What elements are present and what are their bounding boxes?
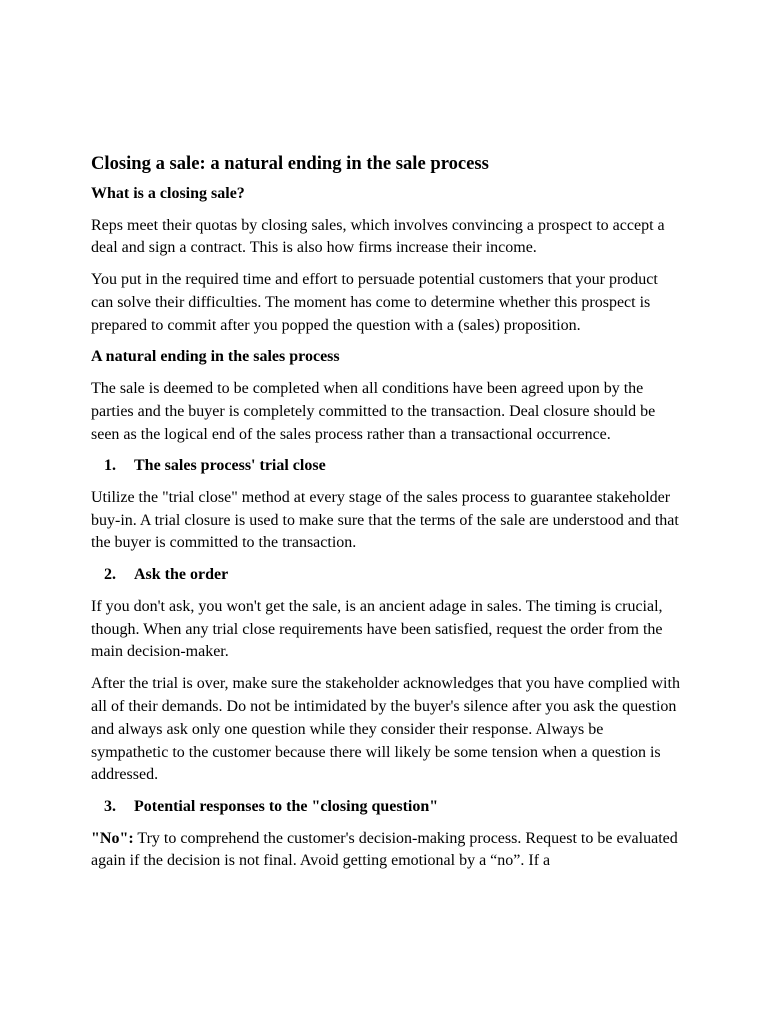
paragraph-effort: You put in the required time and effort to persuade potential customers that your product can solve their difficulties. The moment has come to determine whether this prospect is prepared to commit after you popped the question with a (sales) proposition.	[91, 271, 658, 334]
document-body	[91, 150, 681, 882]
numbered-heading-text: The sales process' trial close	[134, 457, 326, 475]
list-number: 2.	[104, 566, 116, 584]
paragraph-deal-closure: The sale is deemed to be completed when all conditions have been agreed upon by the parties and the buyer is completely committed to the transaction. Deal closure should be seen as the logical end of the sales process rather than a transactional occurrence.	[91, 379, 656, 443]
numbered-heading-potential-responses	[91, 796, 681, 819]
paragraph-no-response	[91, 828, 681, 874]
section-heading-what-is-closing-sale: What is a closing sale?	[91, 185, 245, 202]
response-label-no: "No":	[91, 829, 134, 847]
numbered-heading-trial-close	[91, 455, 681, 478]
paragraph-quotas: Reps meet their quotas by closing sales, which involves convincing a prospect to accept a deal and sign a contract. This is also how firms increase their income.	[91, 216, 665, 257]
numbered-heading-ask-order	[91, 564, 681, 587]
paragraph-after-trial: After the trial is over, make sure the stakeholder acknowledges that you have complied with all of their demands. Do not be intimidated by the buyer's silence after you ask the question and always ask only one question while they consider their response. Always be sympathetic to the customer because there will likely be some tension when a question is addressed.	[91, 675, 680, 784]
paragraph-trial-close: Utilize the "trial close" method at every stage of the sales process to guarantee stakeholder buy-in. A trial closure is used to make sure that the terms of the sale are understood and that the buyer is committed to the transaction.	[91, 488, 679, 552]
list-number: 1.	[104, 457, 116, 475]
response-text-no: Try to comprehend the customer's decision-making process. Request to be evaluated again if the decision is not final. Avoid getting emotional by a “no”. If a	[91, 829, 678, 870]
document-title: Closing a sale: a natural ending in the sale process	[91, 153, 489, 174]
list-number: 3.	[104, 798, 116, 816]
numbered-heading-text: Potential responses to the "closing question"	[134, 798, 439, 816]
section-heading-natural-ending: A natural ending in the sales process	[91, 348, 340, 366]
numbered-heading-text: Ask the order	[134, 566, 229, 584]
paragraph-ancient-adage: If you don't ask, you won't get the sale, is an ancient adage in sales. The timing is crucial, though. When any trial close requirements have been satisfied, request the order from the main decision-maker.	[91, 597, 663, 661]
